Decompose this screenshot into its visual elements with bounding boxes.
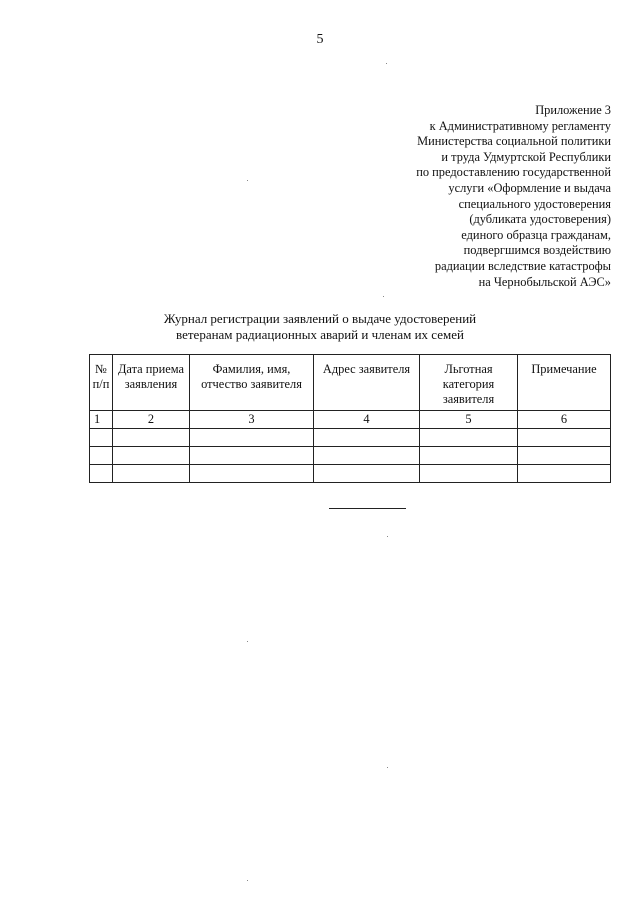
appendix-line: Приложение 3 xyxy=(535,103,611,117)
appendix-line: единого образца гражданам, xyxy=(461,227,611,242)
scan-speck xyxy=(383,296,384,297)
journal-title xyxy=(0,311,640,342)
appendix-line: радиации вследствие катастрофы xyxy=(434,258,611,273)
table-cell xyxy=(190,429,314,447)
header-category: Льготная категория заявителя xyxy=(420,355,518,411)
table-cell xyxy=(90,429,113,447)
journal-title-line-1: Журнал регистрации заявлений о выдаче удостоверений xyxy=(163,311,477,326)
column-number: 2 xyxy=(113,411,190,429)
column-number: 4 xyxy=(314,411,420,429)
header-date: Дата приема заявления xyxy=(113,355,190,411)
table-row xyxy=(90,429,611,447)
table-cell xyxy=(420,429,518,447)
appendix-header xyxy=(351,103,611,290)
table-cell xyxy=(420,447,518,465)
appendix-line: Министерства социальной политики xyxy=(417,134,611,149)
appendix-line: по предоставлению государственной xyxy=(416,165,611,180)
table-row xyxy=(90,465,611,483)
table-cell xyxy=(113,465,190,483)
appendix-line: и труда Удмуртской Республики xyxy=(441,149,611,164)
column-number: 5 xyxy=(420,411,518,429)
table-cell xyxy=(518,465,611,483)
appendix-line: к Административному регламенту xyxy=(429,118,611,133)
table-cell xyxy=(420,465,518,483)
table-cell xyxy=(518,447,611,465)
table-cell xyxy=(90,447,113,465)
appendix-line: услуги «Оформление и выдача xyxy=(448,180,611,195)
appendix-line: на Чернобыльской АЭС» xyxy=(478,274,611,289)
table-cell xyxy=(190,465,314,483)
table-cell xyxy=(113,429,190,447)
appendix-line: специального удостоверения xyxy=(458,196,611,211)
column-number: 1 xyxy=(90,411,113,429)
registration-table xyxy=(89,354,611,483)
column-number: 3 xyxy=(190,411,314,429)
appendix-line: (дубликата удостоверения) xyxy=(469,212,611,227)
header-note: Примечание xyxy=(518,355,611,411)
scan-speck xyxy=(247,180,248,181)
separator-line xyxy=(329,508,406,509)
page-number: 5 xyxy=(316,32,324,47)
table-header-row xyxy=(90,355,611,411)
column-number: 6 xyxy=(518,411,611,429)
scan-speck xyxy=(386,63,387,64)
scan-speck xyxy=(387,536,388,537)
table-cell xyxy=(518,429,611,447)
column-number-row xyxy=(90,411,611,429)
table-cell xyxy=(314,465,420,483)
table-cell xyxy=(314,447,420,465)
scan-speck xyxy=(247,641,248,642)
table-cell xyxy=(314,429,420,447)
scan-speck xyxy=(387,767,388,768)
journal-title-line-2: ветеранам радиационных аварий и членам их семей xyxy=(176,326,464,342)
header-full-name: Фамилия, имя, отчество заявителя xyxy=(190,355,314,411)
table-cell xyxy=(113,447,190,465)
scan-speck xyxy=(247,880,248,881)
header-number: № п/п xyxy=(90,355,113,411)
table-cell xyxy=(190,447,314,465)
table-row xyxy=(90,447,611,465)
appendix-line: подвергшимся воздействию xyxy=(463,243,611,258)
header-address: Адрес заявителя xyxy=(314,355,420,411)
table-cell xyxy=(90,465,113,483)
